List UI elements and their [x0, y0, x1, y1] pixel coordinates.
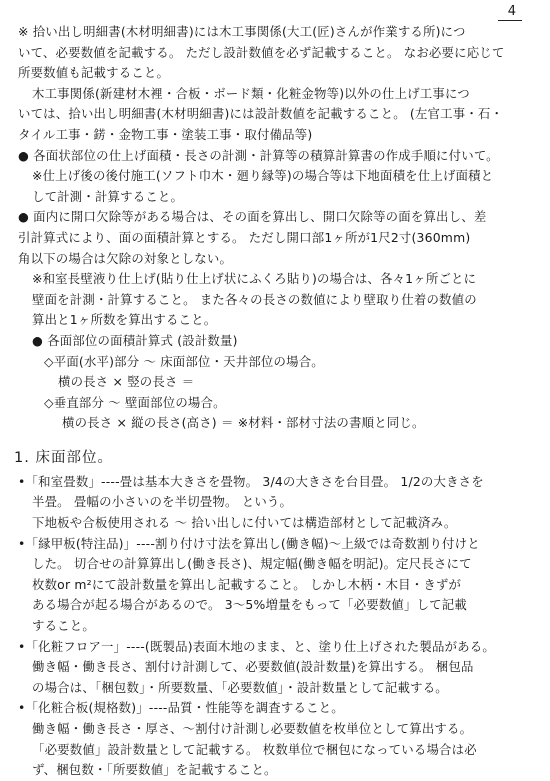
- text-line: 下地板や合板使用される 〜 拾い出しに付いては構造部材として記載済み。: [32, 515, 457, 531]
- text-line: ※ 拾い出し明細書(木材明細書)には木工事関係(大工(匠)さんが作業する所)につ: [18, 24, 466, 39]
- text-line: 横の長さ × 縦の長さ(高さ) ＝ ※材料・部材寸法の書順と同じ。: [62, 415, 425, 431]
- text-line: した。 切合せの計算算出し(働き長さ)、規定幅(働き幅を明記)。定尺長さにて: [32, 556, 472, 572]
- text-line: 算出と1ヶ所数を算出すること。: [32, 312, 217, 328]
- text-line: ● 各面状部位の仕上げ面積・長さの計測・計算等の積算計算書の作成手順に付いて。: [18, 147, 499, 163]
- document-body: [14, 22, 542, 781]
- text-line: 半畳。 畳幅の小さいのを半切畳物。 という。: [32, 494, 293, 510]
- text-line: ず、梱包数・「所要数値」を記載すること。: [32, 762, 277, 778]
- text-line: の場合は、「梱包数」・所要数量、「必要数値」・設計数量として記載する。: [32, 679, 448, 695]
- text-line: ◇垂直部分 〜 壁面部位の場合。: [44, 394, 226, 410]
- text-line: 引計算式により、面の面積計算とする。 ただし開口部1ヶ所が1尺2寸(360mm): [18, 229, 471, 245]
- text-line: ※和室長壁液り仕上げ(貼り仕上げ状にふくろ貼り)の場合は、各々1ヶ所ごとに: [32, 271, 477, 287]
- text-line: ◇平面(水平)部分 〜 床面部位・天井部位の場合。: [44, 353, 324, 369]
- text-line: 働き幅・働き長さ・厚さ、〜割付け計測し必要数値を枚単位として算出する。: [32, 721, 473, 736]
- text-line: 枚数or m²にて設計数量を算出し記載すること。 しかし木柄・木目・きずが: [32, 576, 462, 592]
- text-line: タイル工事・錺・金物工事・塗装工事・取付備品等): [18, 126, 313, 142]
- text-line: •「化粧合板(規格数)」----品質・性能等を調査すること。: [18, 700, 344, 716]
- text-line: 「必要数値」設計数量として記載する。 枚数単位で梱包になっている場合は必: [32, 741, 477, 757]
- text-line: 角以下の場合は欠除の対象としない。: [18, 250, 233, 266]
- text-line: ある場合が起る場合があるので。 3〜5%増量をもって「必要数値」して記載: [32, 597, 467, 613]
- text-line: すること。: [32, 618, 95, 634]
- section-heading: 1. 床面部位。: [14, 449, 113, 466]
- text-line: 壁面を計測・計算すること。 また各々の長さの数値により壁取り仕着の数値の: [32, 291, 477, 307]
- text-line: して計測・計算すること。: [32, 188, 184, 204]
- text-line: ● 面内に開口欠除等がある場合は、その面を算出し、開口欠除等の面を算出し、差: [18, 209, 487, 225]
- text-line: ● 各面部位の面積計算式 (設計数量): [32, 332, 238, 348]
- text-line: •「和室畳数」----畳は基本大きさを畳物。 3/4の大きさを台目畳。 1/2の大きさを: [18, 473, 484, 489]
- text-line: いて、必要数値を記載する。 ただし設計数値を必ず記載すること。 なお必要に応じて: [18, 44, 505, 60]
- text-line: ※仕上げ後の後付施工(ソフト巾木・廻り縁等)の場合等は下地面積を仕上げ面積と: [32, 168, 494, 184]
- text-line: いては、拾い出し明細書(木材明細書)には設計数値を記載すること。 (左官工事・石・: [18, 106, 504, 122]
- text-line: •「化粧フロア一」----(既製品)表面木地のまま、と、塗り仕上げされた製品がある。: [18, 638, 495, 654]
- text-line: 横の長さ × 竪の長さ ＝: [58, 374, 195, 390]
- text-line: 所要数値も記載すること。: [18, 65, 170, 81]
- page-number: 4: [498, 4, 522, 21]
- text-line: 木工事関係(新建材木裡・合板・ボード類・化粧金物等)以外の仕上げ工事につ: [32, 85, 470, 101]
- text-line: •「縁甲板(特注品)」----割り付け寸法を算出し(働き幅)〜上級では奇数割り付けと: [18, 535, 480, 551]
- text-line: 働き幅・働き長さ、割付け計測して、必要数値(設計数量)を算出する。 梱包品: [32, 659, 474, 675]
